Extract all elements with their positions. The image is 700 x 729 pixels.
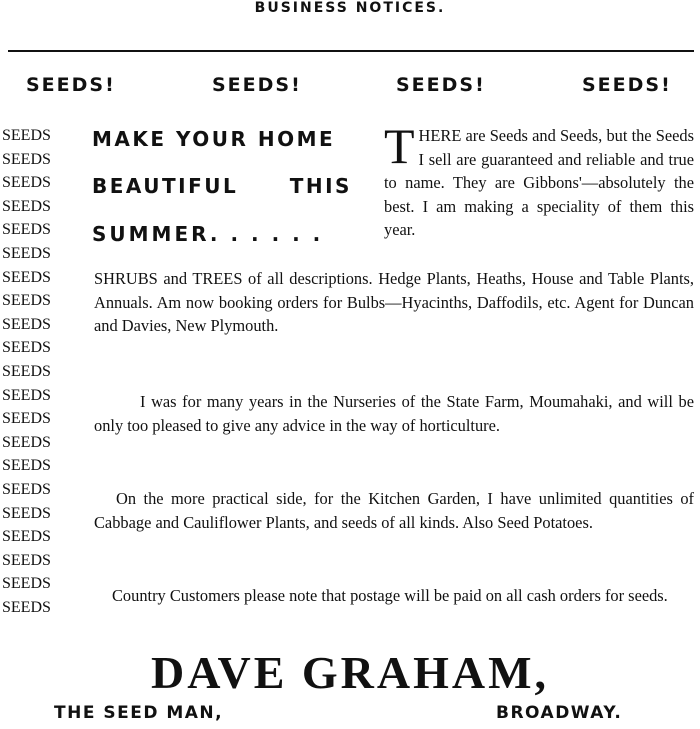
kitchen-garden-paragraph: On the more practical side, for the Kitchen Garden, I have unlimited quantities of Cabbage and Cauliflower Plants, and seeds of all kinds. Also Seed Potatoes. (94, 489, 694, 532)
seeds-header (0, 74, 700, 104)
headline-line-3: SUMMER. . . . . . (92, 222, 324, 246)
seeds-column-item: SEEDS (2, 386, 51, 404)
country-customers-paragraph: Country Customers please note that postage will be paid on all cash orders for seeds. (112, 586, 668, 605)
seeds-column-item: SEEDS (2, 575, 51, 593)
section-title: BUSINESS NOTICES. (254, 0, 446, 16)
seeds-column-item: SEEDS (2, 504, 51, 522)
seeds-column-item: SEEDS (2, 174, 51, 192)
signature-name: DAVE GRAHAM, (150, 647, 550, 698)
headline-line-2: BEAUTIFUL THIS (92, 174, 352, 198)
headline-line-1: MAKE YOUR HOME (92, 127, 336, 151)
seeds-column-item: SEEDS (2, 457, 51, 475)
seeds-column-item: SEEDS (2, 244, 51, 262)
nurseries-paragraph: I was for many years in the Nurseries of the State Farm, Moumahaki, and will be only too pleased to give any advice in the way of horticulture. (94, 392, 694, 435)
seeds-column (2, 124, 82, 619)
seeds-column-item: SEEDS (2, 433, 51, 451)
seeds-column-item: SEEDS (2, 480, 51, 498)
seeds-column-item: SEEDS (2, 268, 51, 286)
seeds-header-1: SEEDS! (26, 74, 116, 96)
header-rule (8, 50, 694, 52)
seeds-header-2: SEEDS! (212, 74, 302, 96)
intro-paragraph (384, 118, 694, 242)
footer-seed-man: THE SEED MAN, (54, 703, 224, 723)
seeds-column-item: SEEDS (2, 221, 51, 239)
shrubs-paragraph: SHRUBS and TREES of all descriptions. Hedge Plants, Heaths, House and Table Plants, Annuals. Am now booking orders for Bulbs—Hyacinths, Daffodils, etc. Agent for Duncan and Davies, New Plymouth. (94, 269, 694, 336)
seeds-column-item: SEEDS (2, 528, 51, 546)
seeds-column-item: SEEDS (2, 551, 51, 569)
seeds-column-item: SEEDS (2, 150, 51, 168)
footer-broadway: BROADWAY. (496, 703, 623, 723)
seeds-column-item: SEEDS (2, 598, 51, 616)
seeds-column-item: SEEDS (2, 410, 51, 428)
intro-text: HERE are Seeds and Seeds, but the Seeds I sell are guaranteed and reliable and true to name. They are Gibbons'—absolutely the best. I am making a speciality of them this year. (384, 126, 694, 240)
seeds-column-item: SEEDS (2, 197, 51, 215)
seeds-column-item: SEEDS (2, 339, 51, 357)
dropcap-letter: T (384, 118, 415, 174)
seeds-header-4: SEEDS! (582, 74, 672, 96)
seeds-column-item: SEEDS (2, 315, 51, 333)
seeds-column-item: SEEDS (2, 127, 51, 144)
seeds-header-3: SEEDS! (396, 74, 486, 96)
seeds-column-item: SEEDS (2, 362, 51, 380)
seeds-column-item: SEEDS (2, 292, 51, 310)
